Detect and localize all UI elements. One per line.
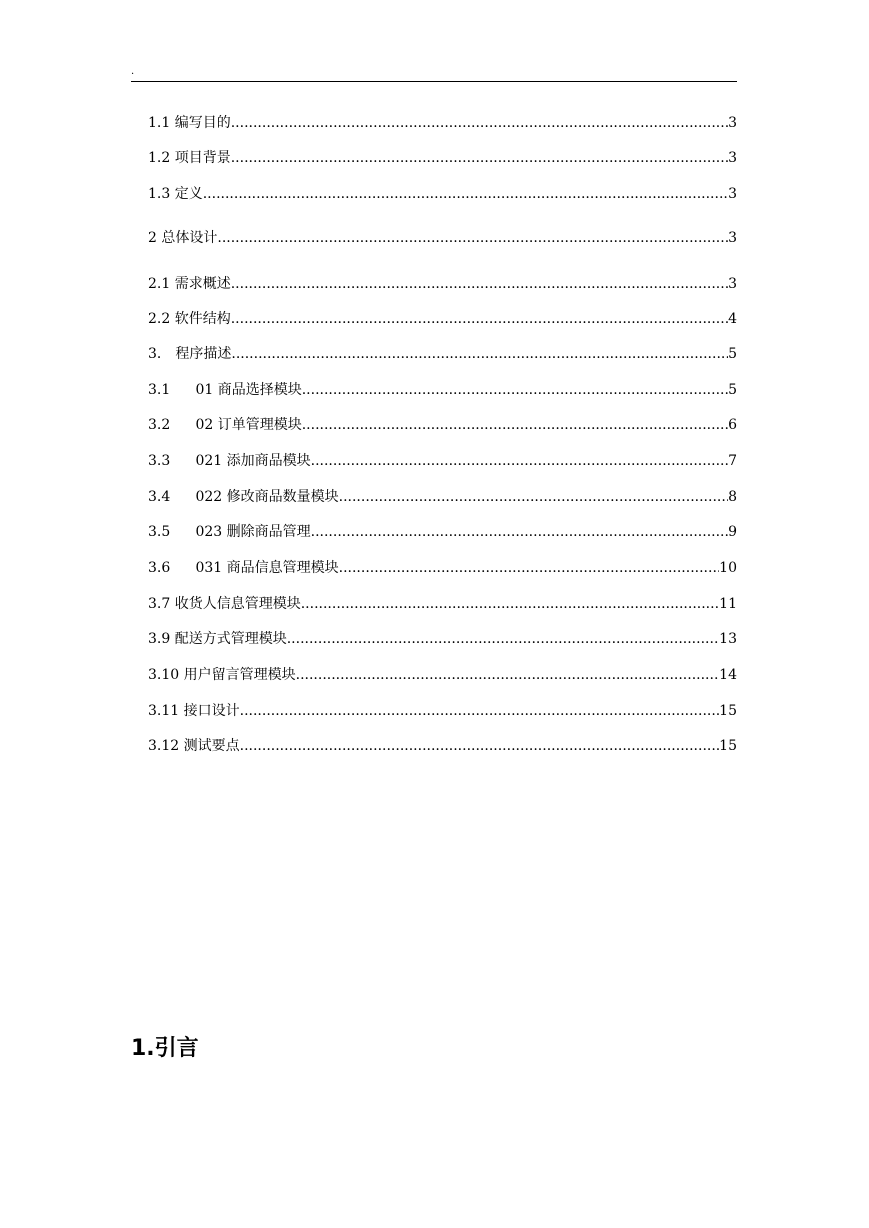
toc-leader	[339, 487, 728, 507]
toc-entry[interactable]	[148, 344, 737, 364]
toc-entry[interactable]	[148, 309, 737, 329]
toc-leader	[301, 594, 719, 614]
toc-page-number: 7	[728, 453, 737, 469]
toc-title: 021 添加商品模块	[195, 453, 311, 469]
toc-number: 3.7	[148, 596, 171, 612]
toc-entry[interactable]	[148, 274, 737, 294]
toc-number: 2	[148, 230, 157, 246]
toc-entry[interactable]	[148, 629, 737, 649]
toc-entry[interactable]	[148, 701, 737, 721]
toc-page-number: 15	[719, 703, 737, 719]
toc-title: 022 修改商品数量模块	[195, 489, 339, 505]
toc-page-number: 11	[719, 596, 737, 612]
toc-entry[interactable]	[148, 451, 737, 471]
toc-leader	[311, 522, 728, 542]
toc-page-number: 3	[728, 276, 737, 292]
toc-leader	[231, 148, 728, 168]
toc-number: 1.1	[148, 115, 171, 131]
toc-leader	[203, 184, 728, 204]
toc-entry[interactable]	[148, 148, 737, 168]
toc-title: 接口设计	[183, 703, 240, 719]
toc-title: 02 订单管理模块	[195, 417, 302, 433]
header-rule	[131, 81, 737, 82]
toc-title: 需求概述	[174, 276, 231, 292]
toc-leader	[231, 344, 728, 364]
toc-leader	[287, 629, 719, 649]
toc-number: 2.2	[148, 311, 171, 327]
toc-title: 测试要点	[183, 738, 240, 754]
toc-page-number: 10	[719, 560, 737, 576]
toc-title: 总体设计	[161, 230, 218, 246]
toc-page-number: 5	[728, 346, 737, 362]
toc-leader	[302, 415, 728, 435]
toc-entry[interactable]	[148, 113, 737, 133]
toc-leader	[296, 665, 720, 685]
toc-number: 3.1	[148, 382, 171, 398]
toc-leader	[231, 274, 728, 294]
toc-entry[interactable]	[148, 736, 737, 756]
toc-page-number: 13	[719, 631, 737, 647]
toc-number: 3.6	[148, 560, 171, 576]
toc-leader	[311, 451, 728, 471]
toc-entry[interactable]	[148, 558, 737, 578]
toc-number: 3.10	[148, 667, 180, 683]
toc-number: 1.2	[148, 150, 171, 166]
toc-entry[interactable]	[148, 665, 737, 685]
toc-number: 2.1	[148, 276, 171, 292]
toc-entry[interactable]	[148, 522, 737, 542]
toc-number: 1.3	[148, 186, 171, 202]
toc-leader	[217, 228, 728, 248]
toc-page-number: 3	[728, 150, 737, 166]
toc-title: 程序描述	[175, 346, 232, 362]
toc-number: 3.12	[148, 738, 180, 754]
toc-number: 3.5	[148, 524, 171, 540]
toc-page-number: 9	[728, 524, 737, 540]
toc-title: 定义	[174, 186, 203, 202]
toc-entry[interactable]	[148, 228, 737, 248]
toc-title: 01 商品选择模块	[195, 382, 302, 398]
toc-entry[interactable]	[148, 594, 737, 614]
toc-entry[interactable]	[148, 415, 737, 435]
toc-page-number: 6	[728, 417, 737, 433]
section-heading: 1.引言	[131, 1036, 199, 1061]
toc-page-number: 14	[719, 667, 737, 683]
toc-leader	[240, 736, 720, 756]
toc-page-number: 3	[728, 115, 737, 131]
toc-title: 软件结构	[174, 311, 231, 327]
toc-entry[interactable]	[148, 487, 737, 507]
toc-page-number: 3	[728, 230, 737, 246]
toc-entry[interactable]	[148, 380, 737, 400]
toc-title: 项目背景	[174, 150, 231, 166]
toc-number: 3.3	[148, 453, 171, 469]
toc-page-number: 3	[728, 186, 737, 202]
toc-title: 编写目的	[174, 115, 231, 131]
header-mark: .	[131, 66, 135, 77]
toc-title: 配送方式管理模块	[174, 631, 287, 647]
toc-leader	[302, 380, 728, 400]
toc-leader	[231, 309, 728, 329]
toc-leader	[240, 701, 720, 721]
toc-page-number: 15	[719, 738, 737, 754]
toc-number: 3.9	[148, 631, 171, 647]
toc-number: 3.4	[148, 489, 171, 505]
toc-title: 用户留言管理模块	[183, 667, 296, 683]
toc-page-number: 8	[728, 489, 737, 505]
toc-page-number: 4	[728, 311, 737, 327]
toc-page-number: 5	[728, 382, 737, 398]
toc-number: 3.2	[148, 417, 171, 433]
toc-entry[interactable]	[148, 184, 737, 204]
toc-number: 3.11	[148, 703, 180, 719]
toc-title: 023 删除商品管理	[195, 524, 311, 540]
toc-number: 3．	[148, 346, 171, 362]
toc-leader	[339, 558, 720, 578]
toc-leader	[231, 113, 728, 133]
toc-title: 收货人信息管理模块	[174, 596, 301, 612]
toc-title: 031 商品信息管理模块	[195, 560, 339, 576]
